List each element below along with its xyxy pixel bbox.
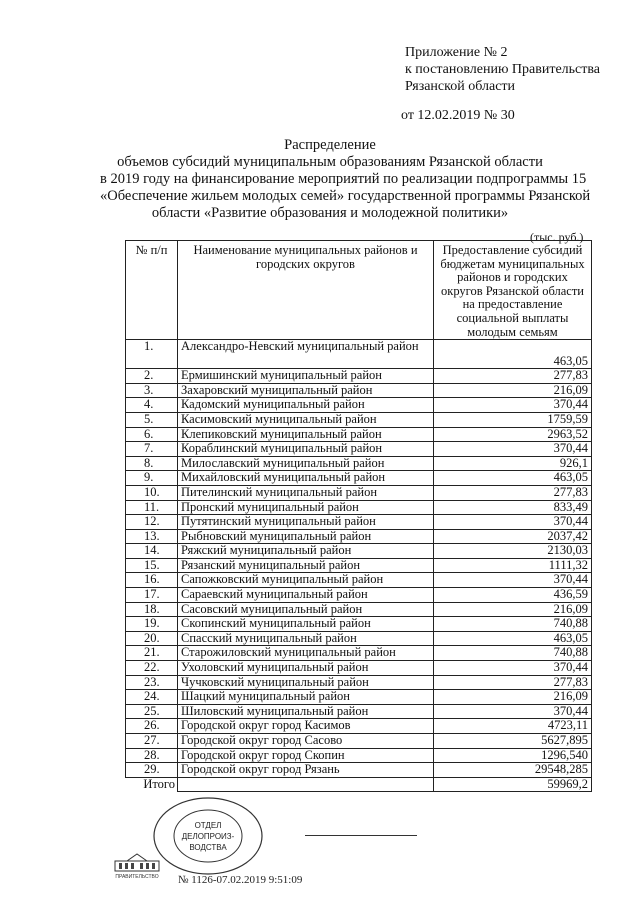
row-number: 26. xyxy=(126,719,178,734)
total-blank xyxy=(178,777,434,792)
row-value: 1111,32 xyxy=(434,558,592,573)
row-name: Милославский муниципальный район xyxy=(178,456,434,471)
row-number: 6. xyxy=(126,427,178,442)
row-value: 277,83 xyxy=(434,675,592,690)
row-number: 9. xyxy=(126,471,178,486)
table-row xyxy=(126,529,592,544)
row-name: Захаровский муниципальный район xyxy=(178,383,434,398)
row-number: 29. xyxy=(126,763,178,778)
row-number: 3. xyxy=(126,383,178,398)
stamp-line-2: ДЕЛОПРОИЗ- xyxy=(181,832,235,841)
table-row xyxy=(126,675,592,690)
document-title xyxy=(100,137,591,222)
row-name: Клепиковский муниципальный район xyxy=(178,427,434,442)
table-row xyxy=(126,558,592,573)
row-number: 20. xyxy=(126,631,178,646)
row-value: 370,44 xyxy=(434,704,592,719)
approval-header xyxy=(401,44,635,124)
table-row xyxy=(126,383,592,398)
row-value: 2130,03 xyxy=(434,544,592,559)
signature-line xyxy=(305,835,417,836)
row-name: Касимовский муниципальный район xyxy=(178,412,434,427)
row-name: Сараевский муниципальный район xyxy=(178,588,434,603)
table-body xyxy=(126,340,592,792)
table-row xyxy=(126,442,592,457)
title-line-2: объемов субсидий муниципальным образованиям Рязанской области xyxy=(117,154,543,170)
row-value: 216,09 xyxy=(434,690,592,705)
table-header-row xyxy=(126,241,592,340)
table-row xyxy=(126,398,592,413)
appendix-label: Приложение № 2 xyxy=(405,45,508,60)
title-line-1: Распределение xyxy=(284,137,376,153)
row-value: 5627,895 xyxy=(434,734,592,749)
row-value: 277,83 xyxy=(434,369,592,384)
table-row xyxy=(126,646,592,661)
row-number: 22. xyxy=(126,661,178,676)
row-name: Городской округ город Рязань xyxy=(178,763,434,778)
row-number: 28. xyxy=(126,748,178,763)
row-number: 27. xyxy=(126,734,178,749)
row-name: Скопинский муниципальный район xyxy=(178,617,434,632)
row-value: 216,09 xyxy=(434,602,592,617)
row-name: Чучковский муниципальный район xyxy=(178,675,434,690)
region-name: Рязанской области xyxy=(405,79,516,94)
row-number: 14. xyxy=(126,544,178,559)
table-row xyxy=(126,704,592,719)
row-name: Городской округ город Касимов xyxy=(178,719,434,734)
row-value: 463,05 xyxy=(434,631,592,646)
table-row xyxy=(126,471,592,486)
row-name: Михайловский муниципальный район xyxy=(178,471,434,486)
row-name: Спасский муниципальный район xyxy=(178,631,434,646)
row-value: 436,59 xyxy=(434,588,592,603)
row-name: Путятинский муниципальный район xyxy=(178,515,434,530)
table-row xyxy=(126,748,592,763)
resolution-date: от 12.02.2019 № 30 xyxy=(401,108,515,123)
row-value: 926,1 xyxy=(434,456,592,471)
row-value: 740,88 xyxy=(434,617,592,632)
row-name: Ряжский муниципальный район xyxy=(178,544,434,559)
row-number: 19. xyxy=(126,617,178,632)
row-value: 833,49 xyxy=(434,500,592,515)
resolution-ref: к постановлению Правительства xyxy=(405,62,601,77)
row-name: Старожиловский муниципальный район xyxy=(178,646,434,661)
row-number: 7. xyxy=(126,442,178,457)
total-row xyxy=(126,777,592,792)
title-line-3: в 2019 году на финансирование мероприятий по реализации подпрограммы 15 xyxy=(100,171,587,187)
row-name: Пронский муниципальный район xyxy=(178,500,434,515)
office-stamp xyxy=(152,796,264,876)
units-label: (тыс. руб.) xyxy=(530,230,584,244)
row-value: 1759,59 xyxy=(434,412,592,427)
row-name: Городской округ город Скопин xyxy=(178,748,434,763)
header-name: Наименование муниципальных районов и городских округов xyxy=(178,241,434,340)
row-number: 11. xyxy=(126,500,178,515)
table-row xyxy=(126,719,592,734)
row-value: 277,83 xyxy=(434,485,592,500)
row-name: Сапожковский муниципальный район xyxy=(178,573,434,588)
row-name: Кораблинский муниципальный район xyxy=(178,442,434,457)
row-number: 25. xyxy=(126,704,178,719)
table-row xyxy=(126,515,592,530)
row-number: 17. xyxy=(126,588,178,603)
row-number: 21. xyxy=(126,646,178,661)
table-row xyxy=(126,544,592,559)
subsidy-table xyxy=(125,240,592,792)
row-value: 370,44 xyxy=(434,573,592,588)
row-name: Шиловский муниципальный район xyxy=(178,704,434,719)
table-row xyxy=(126,427,592,442)
row-name: Ухоловский муниципальный район xyxy=(178,661,434,676)
row-value: 370,44 xyxy=(434,442,592,457)
row-number: 24. xyxy=(126,690,178,705)
table-row xyxy=(126,412,592,427)
table-row xyxy=(126,734,592,749)
registration-number: № 1126-07.02.2019 9:51:09 xyxy=(178,874,303,886)
table-row xyxy=(126,485,592,500)
row-number: 8. xyxy=(126,456,178,471)
row-name: Городской округ город Сасово xyxy=(178,734,434,749)
row-name: Шацкий муниципальный район xyxy=(178,690,434,705)
stamp-line-3: ВОДСТВА xyxy=(189,843,227,852)
table-row xyxy=(126,500,592,515)
table-row xyxy=(126,340,592,369)
building-caption: ПРАВИТЕЛЬСТВО xyxy=(115,874,159,880)
row-name: Сасовский муниципальный район xyxy=(178,602,434,617)
row-value: 370,44 xyxy=(434,661,592,676)
row-value: 2037,42 xyxy=(434,529,592,544)
table-row xyxy=(126,763,592,778)
row-value: 370,44 xyxy=(434,398,592,413)
row-number: 18. xyxy=(126,602,178,617)
building-emblem xyxy=(113,851,161,873)
row-number: 2. xyxy=(126,369,178,384)
row-value: 4723,11 xyxy=(434,719,592,734)
row-name: Александро-Невский муниципальный район xyxy=(178,340,434,369)
row-number: 12. xyxy=(126,515,178,530)
row-value: 1296,540 xyxy=(434,748,592,763)
row-value: 29548,285 xyxy=(434,763,592,778)
table-row xyxy=(126,690,592,705)
row-name: Пителинский муниципальный район xyxy=(178,485,434,500)
row-value: 740,88 xyxy=(434,646,592,661)
row-value: 370,44 xyxy=(434,515,592,530)
table-row xyxy=(126,631,592,646)
title-line-5: области «Развитие образования и молодежной политики» xyxy=(151,205,509,221)
stamp-line-1: ОТДЕЛ xyxy=(194,821,222,830)
header-value: Предоставление субсидий бюджетам муниципальных районов и городских округов Рязанской области на предоставление социальной выплаты молодым семьям xyxy=(434,241,592,340)
row-number: 15. xyxy=(126,558,178,573)
row-value: 463,05 xyxy=(434,340,592,369)
row-value: 2963,52 xyxy=(434,427,592,442)
row-number: 4. xyxy=(126,398,178,413)
row-name: Кадомский муниципальный район xyxy=(178,398,434,413)
table-row xyxy=(126,588,592,603)
table-row xyxy=(126,661,592,676)
row-number: 23. xyxy=(126,675,178,690)
table-row xyxy=(126,573,592,588)
table-row xyxy=(126,456,592,471)
title-line-4: «Обеспечение жильем молодых семей» государственной программы Рязанской xyxy=(100,188,591,204)
header-number: № п/п xyxy=(126,241,178,340)
row-number: 13. xyxy=(126,529,178,544)
table-row xyxy=(126,602,592,617)
row-name: Ермишинский муниципальный район xyxy=(178,369,434,384)
row-number: 16. xyxy=(126,573,178,588)
row-number: 5. xyxy=(126,412,178,427)
row-name: Рязанский муниципальный район xyxy=(178,558,434,573)
row-value: 216,09 xyxy=(434,383,592,398)
total-value: 59969,2 xyxy=(434,777,592,792)
total-label: Итого xyxy=(126,777,178,792)
row-number: 10. xyxy=(126,485,178,500)
table-row xyxy=(126,617,592,632)
row-name: Рыбновский муниципальный район xyxy=(178,529,434,544)
row-value: 463,05 xyxy=(434,471,592,486)
table-row xyxy=(126,369,592,384)
row-number: 1. xyxy=(126,340,178,369)
